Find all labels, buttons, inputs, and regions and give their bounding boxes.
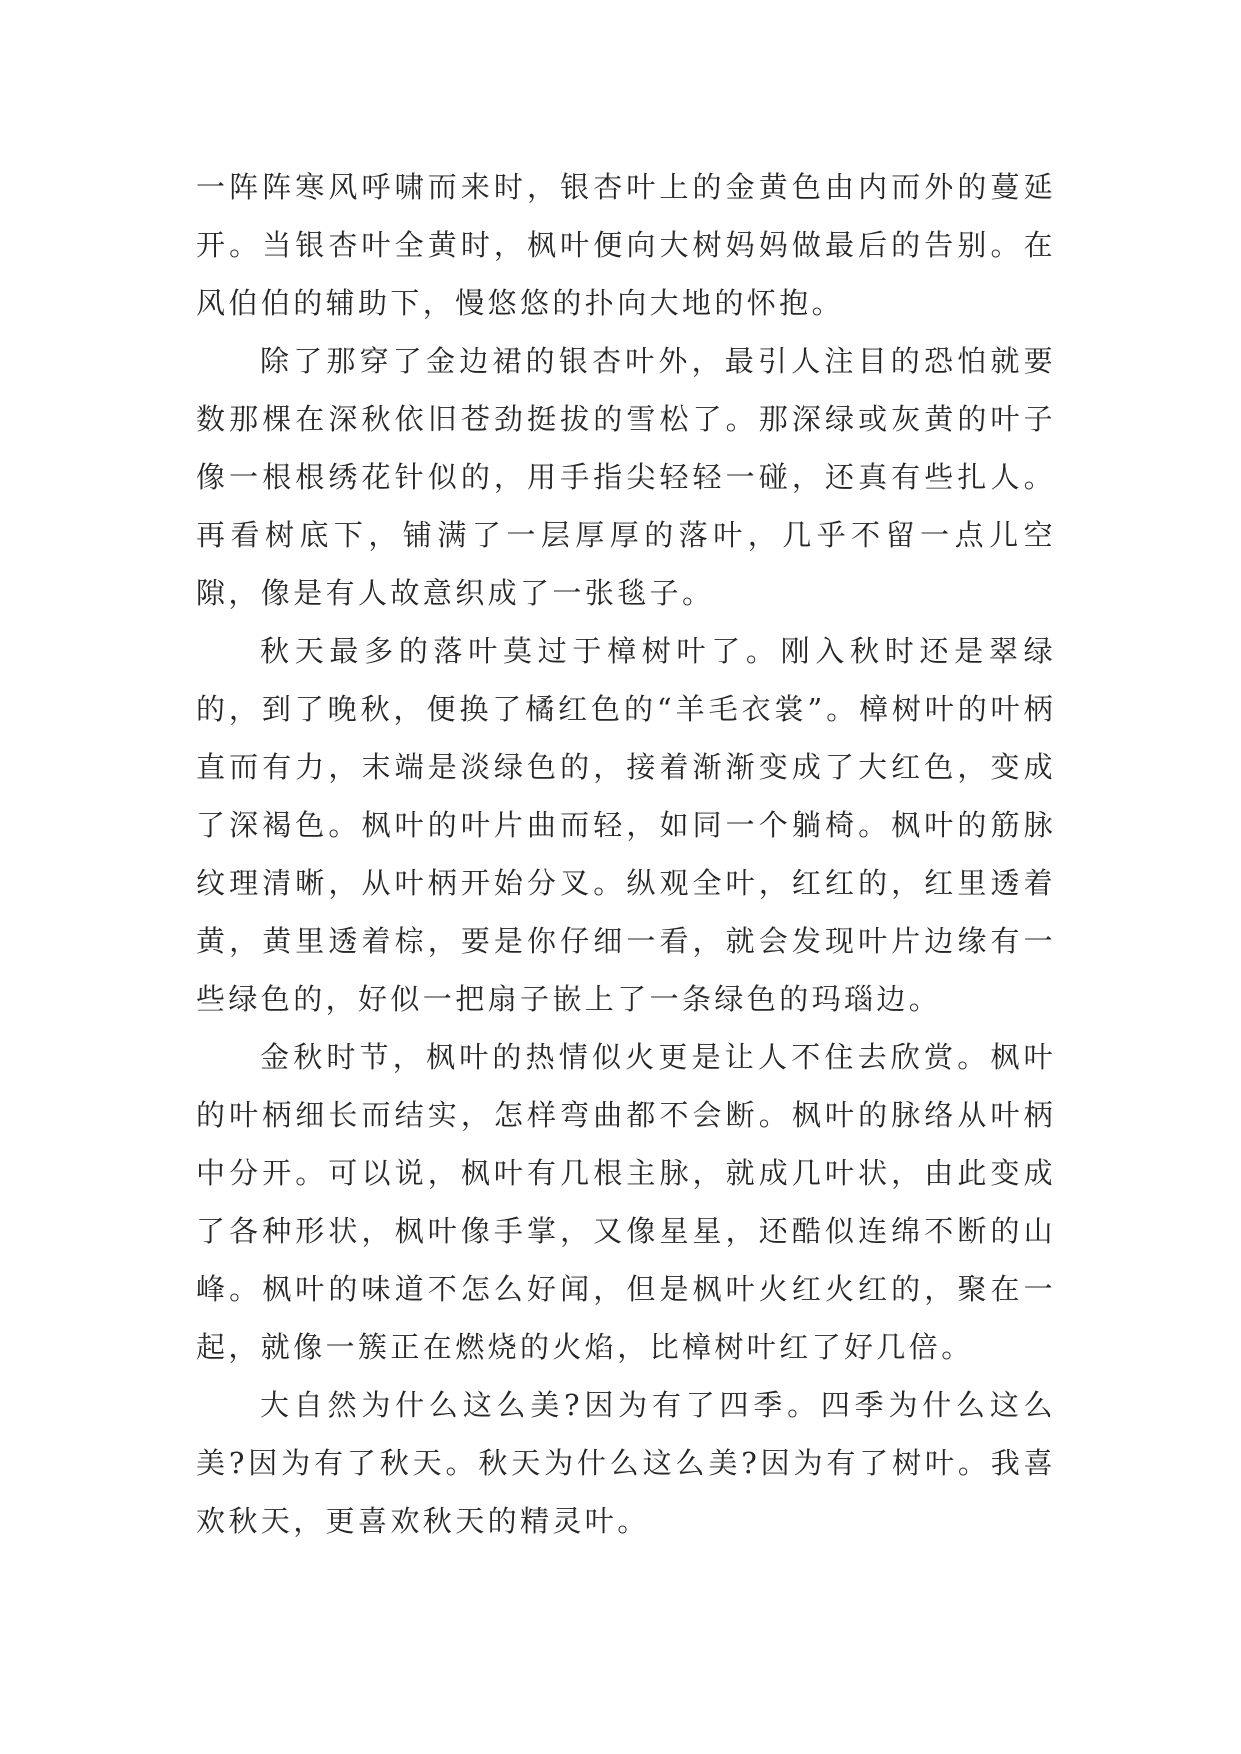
paragraph-5: 大自然为什么这么美?因为有了四季。四季为什么这么美?因为有了秋天。秋天为什么这么美?因为有了树叶。我喜欢秋天，更喜欢秋天的精灵叶。 [196, 1388, 1056, 1538]
paragraph-3: 秋天最多的落叶莫过于樟树叶了。刚入秋时还是翠绿的，到了晚秋，便换了橘红色的“羊毛衣裳”。樟树叶的叶柄直而有力，末端是淡绿色的，接着渐渐变成了大红色，变成了深褐色。枫叶的叶片曲而轻，如同一个躺椅。枫叶的筋脉纹理清晰，从叶柄开始分叉。纵观全叶，红红的，红里透着黄，黄里透着棕，要是你仔细一看，就会发现叶片边缘有一些绿色的，好似一把扇子嵌上了一条绿色的玛瑙边。 [196, 634, 1056, 1016]
paragraph-4: 金秋时节，枫叶的热情似火更是让人不住去欣赏。枫叶的叶柄细长而结实，怎样弯曲都不会断。枫叶的脉络从叶柄中分开。可以说，枫叶有几根主脉，就成几叶状，由此变成了各种形状，枫叶像手掌，又像星星，还酷似连绵不断的山峰。枫叶的味道不怎么好闻，但是枫叶火红火红的，聚在一起，就像一簇正在燃烧的火焰，比樟树叶红了好几倍。 [196, 1040, 1056, 1364]
document-body [196, 158, 1056, 1550]
paragraph-2: 除了那穿了金边裙的银杏叶外，最引人注目的恐怕就要数那棵在深秋依旧苍劲挺拔的雪松了。那深绿或灰黄的叶子像一根根绣花针似的，用手指尖轻轻一碰，还真有些扎人。再看树底下，铺满了一层厚厚的落叶，几乎不留一点儿空隙，像是有人故意织成了一张毯子。 [196, 344, 1056, 610]
paragraph-1: 一阵阵寒风呼啸而来时，银杏叶上的金黄色由内而外的蔓延开。当银杏叶全黄时，枫叶便向大树妈妈做最后的告别。在风伯伯的辅助下，慢悠悠的扑向大地的怀抱。 [196, 170, 1056, 320]
